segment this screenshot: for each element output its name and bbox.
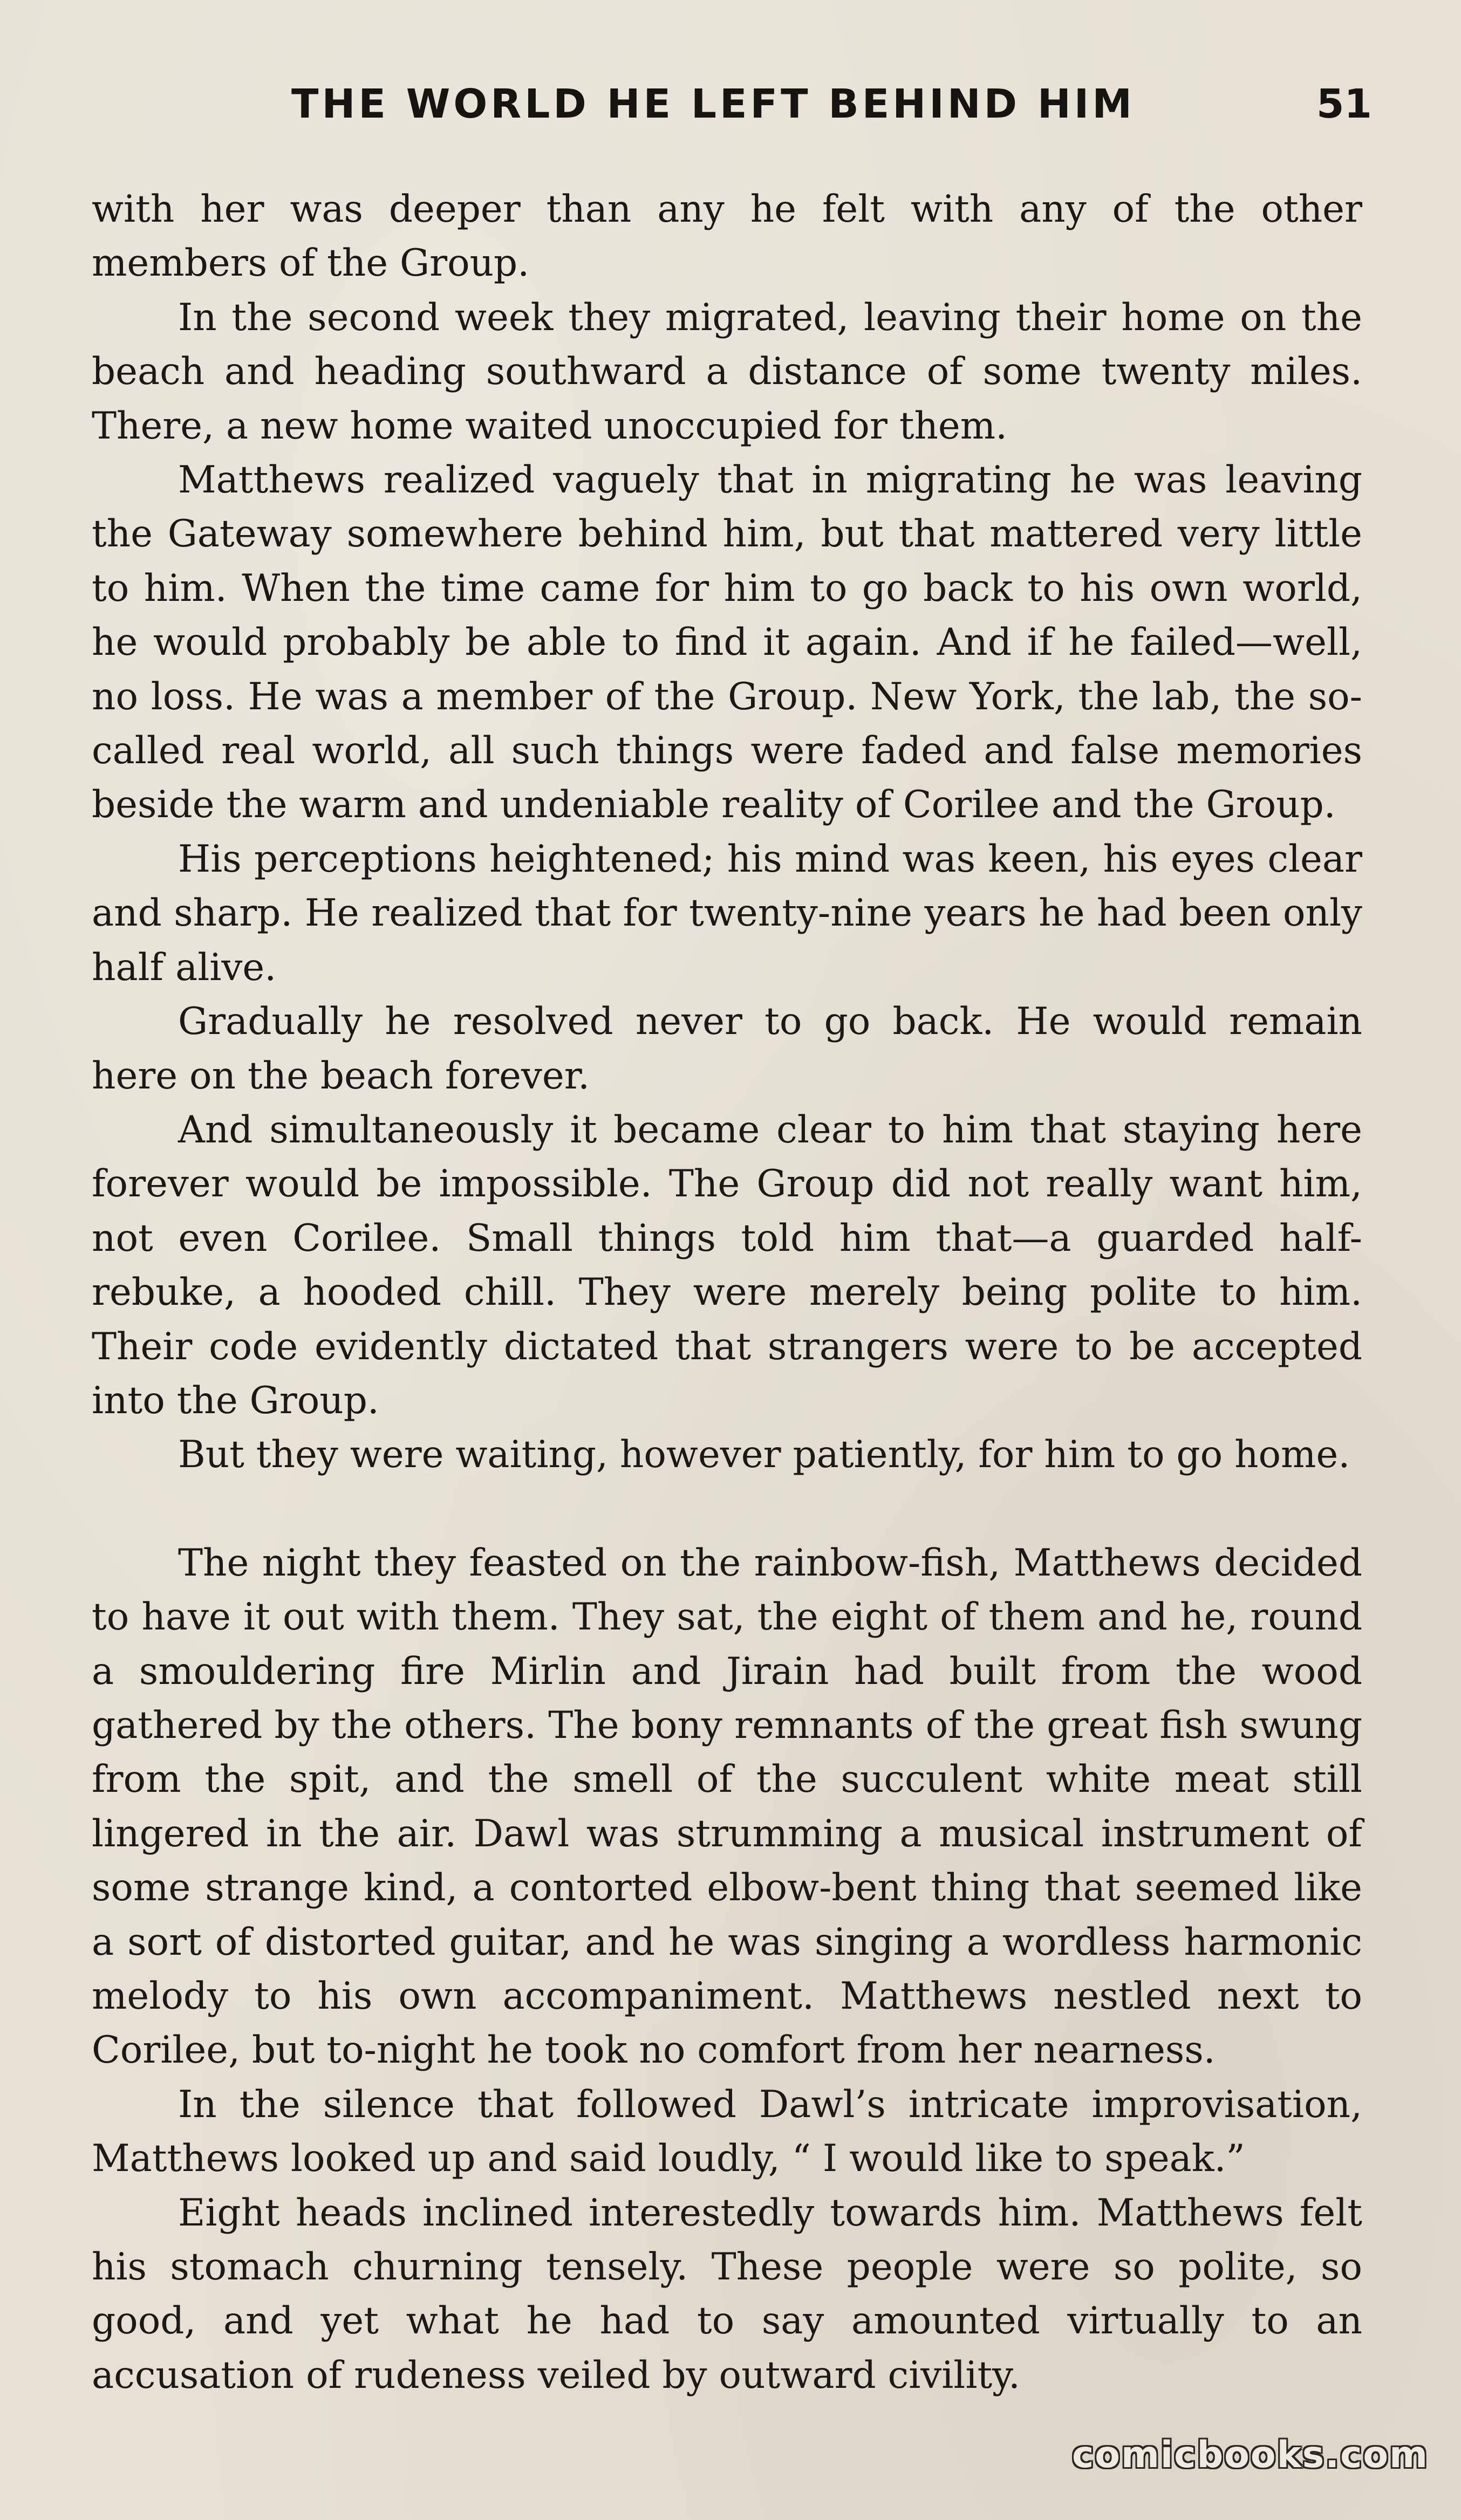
paragraph: The night they feasted on the rainbow-fish, Matthews decided to have it out with them. They sat, the eight of them and he, round a smouldering fire Mirlin and Jirain had built from the wood gathered by the others. The bony remnants of the great fish swung from the spit, and the smell of the succulent white meat still lingered in the air. Dawl was strumming a musical instrument of some strange kind, a contorted elbow-bent thing that seemed like a sort of distorted guitar, and he was singing a wordless harmonic melody to his own accompaniment. Matthews nestled next to Corilee, but to-night he took no comfort from her nearness. [92,1541,1362,2072]
page-header [0,81,1461,140]
running-title: THE WORLD HE LEFT BEHIND HIM [291,81,1135,127]
site-watermark: comicbooks.com [1071,2434,1429,2476]
paragraph: Eight heads inclined interestedly towards him. Matthews felt his stomach churning tensely. These people were so polite, so good, and yet what he had to say amounted virtually to an accusation of rudeness veiled by outward civility. [92,2191,1362,2397]
paragraph: But they were waiting, however patiently, for him to go home. [178,1433,1350,1477]
paragraph: Gradually he resolved never to go back. He would remain here on the beach forever. [92,1000,1362,1098]
body-text [92,182,1362,2402]
paragraph: His perceptions heightened; his mind was keen, his eyes clear and sharp. He realized that for twenty-nine years he had been only half alive. [92,837,1362,989]
paragraph-continued: with her was deeper than any he felt with any of the other members of the Group. [92,188,1362,285]
page-number: 51 [1316,81,1372,127]
paragraph: In the silence that followed Dawl’s intricate improvisation, Matthews looked up and said loudly, “ I would like to speak.” [92,2083,1362,2181]
paragraph: And simultaneously it became clear to him that staying here forever would be impossible. The Group did not really want him, not even Corilee. Small things told him that—a guarded half-rebuke, a hooded chill. They were merely being polite to him. Their code evidently dictated that strangers were to be accepted into the Group. [92,1108,1362,1422]
paragraph: In the second week they migrated, leaving their home on the beach and heading southward a distance of some twenty miles. There, a new home waited unoccupied for them. [92,296,1362,448]
section-break [92,1482,1362,1536]
paragraph: Matthews realized vaguely that in migrating he was leaving the Gateway somewhere behind him, but that mattered very little to him. When the time came for him to go back to his own world, he would probably be able to find it again. And if he failed—well, no loss. He was a member of the Group. New York, the lab, the so-called real world, all such things were faded and false memories beside the warm and undeniable reality of Corilee and the Group. [92,458,1362,827]
